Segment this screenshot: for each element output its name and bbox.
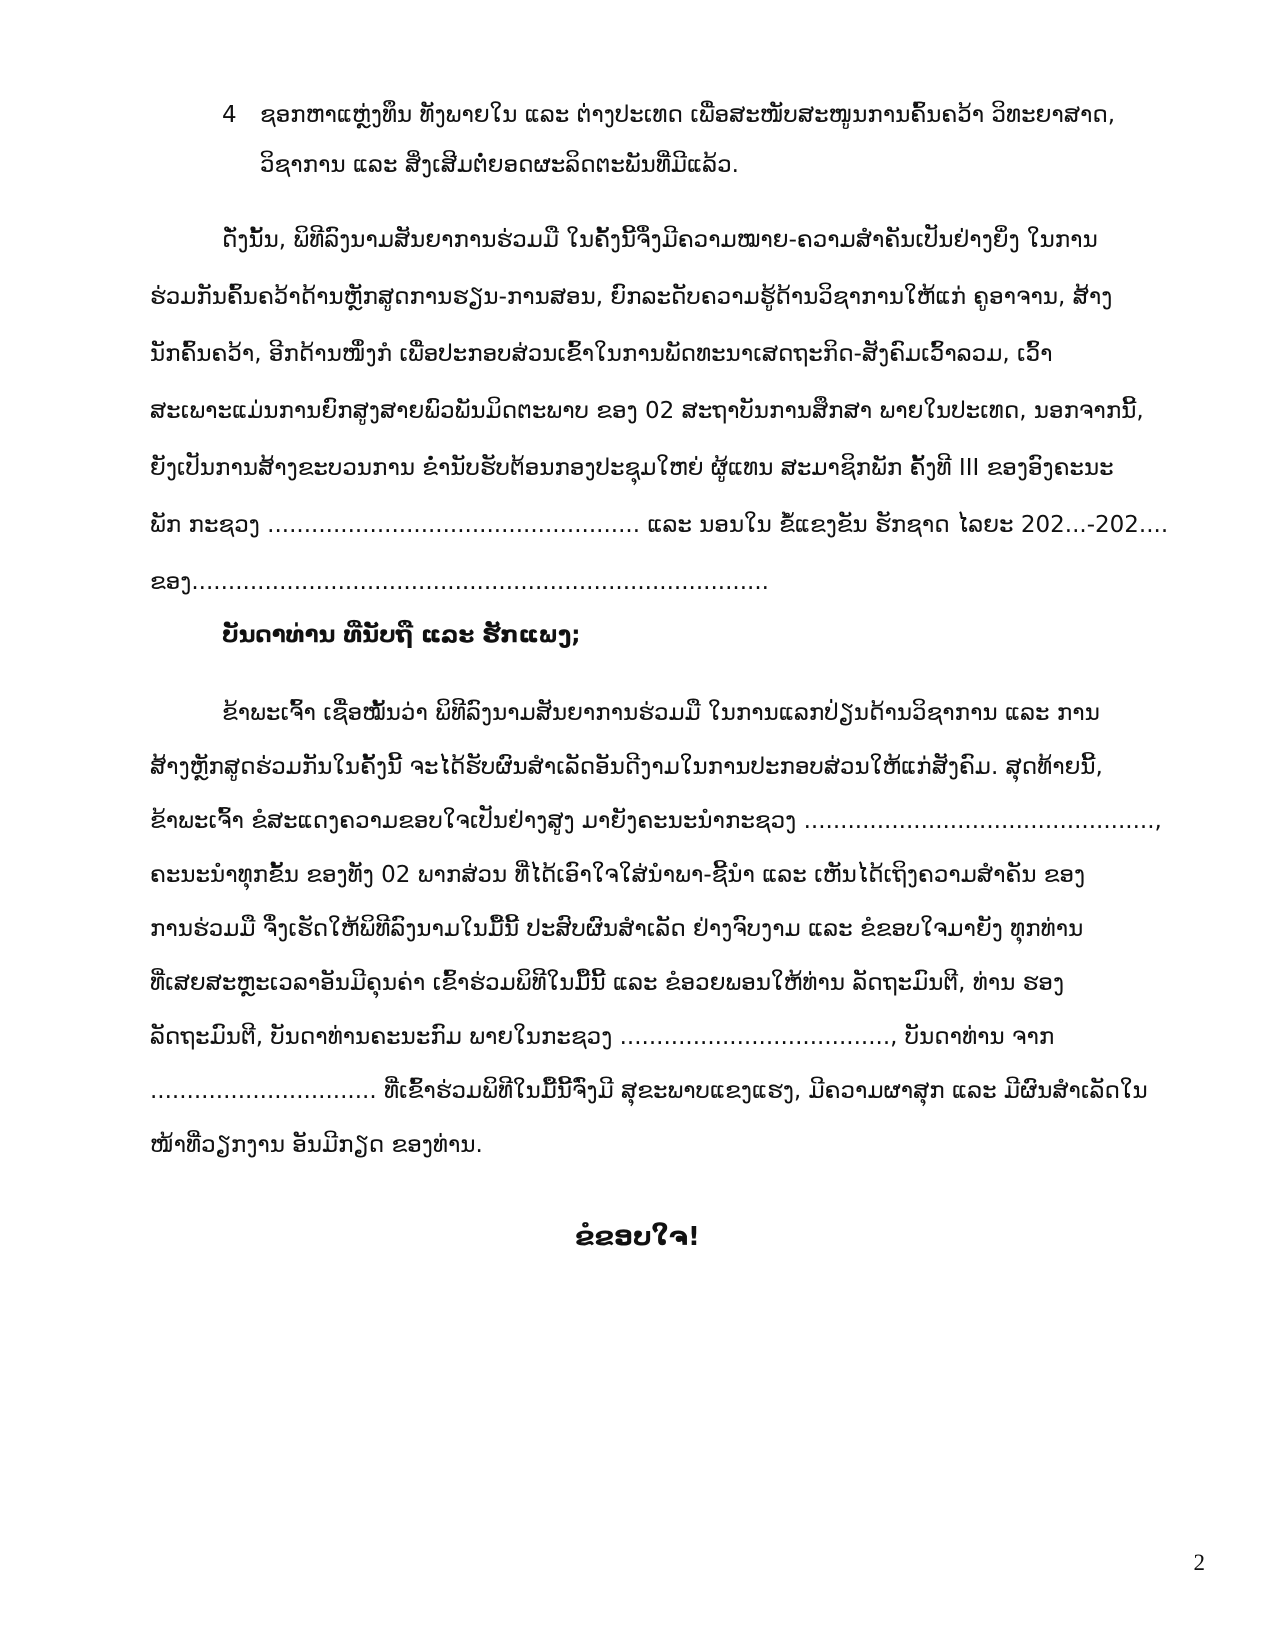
page-number: 2 [1193, 1550, 1205, 1575]
salutation-heading: ບັນດາທ່ານ ທີ່ນັບຖື ແລະ ຮັກແພງ; [222, 622, 581, 648]
paragraph-line: ທີ່ເສຍສະຫຼະເວລາອັນມີຄຸນຄ່າ ເຂົ້າຮ່ວມພິທີໃນມື້ນີ້ ແລະ ຂໍອວຍພອນໃຫ້ທ່ານ ລັດຖະມົນຕີ, ທ່ານ ຮອງ [150, 970, 1065, 996]
closing-thanks: ຂໍຂອບໃຈ! [575, 1222, 700, 1252]
paragraph-line: ດັ່ງນັ້ນ, ພິທີລົງນາມສັນຍາການຮ່ວມມື ໃນຄັ້ງນີ້ຈຶ່ງມີຄວາມໝາຍ-ຄວາມສໍາຄັນເປັນຢ່າງຍິ່ງ ໃນການ [222, 227, 1098, 253]
paragraph-line: ຮ່ວມກັນຄົ້ນຄວ້າດ້ານຫຼັກສູດການຮຽນ-ການສອນ, ຍົກລະດັບຄວາມຮູ້ດ້ານວິຊາການໃຫ້ແກ່ ຄູອາຈານ, ສ້າງ [150, 284, 1113, 310]
paragraph-line: ຍັງເປັນການສ້າງຂະບວນການ ຂໍ່ານັບຮັບຕ້ອນກອງປະຊຸມໃຫຍ່ ຜູ້ແທນ ສະມາຊິກພັກ ຄັ້ງທີ III ຂອງອົງຄະນະ [150, 455, 1114, 481]
body-paragraph-2 [150, 686, 1210, 1172]
list-item-line: ຊອກຫາແຫຼ່ງທຶນ ທັງພາຍໃນ ແລະ ຕ່າງປະເທດ ເພື່ອສະໜັບສະໜູນການຄົ້ນຄວ້າ ວິທະຍາສາດ, [260, 102, 1116, 128]
numbered-list-item [222, 90, 1212, 190]
body-paragraph-1 [150, 212, 1210, 611]
paragraph-line: ນັກຄົ້ນຄວ້າ, ອີກດ້ານໜຶ່ງກໍ ເພື່ອປະກອບສ່ວນເຂົ້າໃນການພັດທະນາເສດຖະກິດ-ສັງຄົມເວົ້າລວມ, ເວົ້າ [150, 341, 1053, 367]
paragraph-line: ຂອງ............................................................................... [150, 569, 769, 595]
paragraph-line: ໜ້າທີ່ວຽກງານ ອັນມີກຽດ ຂອງທ່ານ. [150, 1132, 483, 1158]
paragraph-line: ຂ້າພະເຈົ້າ ຂໍສະແດງຄວາມຂອບໃຈເປັນຢ່າງສູງ ມາຍັງຄະນະນໍາກະຊວງ ................................................, [150, 808, 1162, 834]
list-item-line: ວິຊາການ ແລະ ສິ່ງເສີມຕໍ່ຍອດຜະລິດຕະພັນທີ່ມີແລ້ວ. [260, 152, 739, 178]
list-item-number: 4 [222, 102, 237, 128]
paragraph-line: ການຮ່ວມມື ຈຶ່ງເຮັດໃຫ້ພິທີລົງນາມໃນມື້ນີ້ ປະສົບຜົນສໍາເລັດ ຢ່າງຈົບງາມ ແລະ ຂໍຂອບໃຈມາຍັງ ທຸກທ່ານ [150, 916, 1084, 942]
paragraph-line: ............................... ທີ່ເຂົ້າຮ່ວມພິທີໃນມື້ນີ້ຈົ່ງມີ ສຸຂະພາບແຂງແຮງ, ມີຄວາມຜາສຸກ ແລະ ມີຜົນສໍາເລັດໃນ [150, 1078, 1148, 1104]
paragraph-line: ສ້າງຫຼັກສູດຮ່ວມກັນໃນຄັ້ງນີ້ ຈະໄດ້ຮັບຜົນສໍາເລັດອັນດີງາມໃນການປະກອບສ່ວນໃຫ້ແກ່ສັງຄົມ. ສຸດທ້າຍນີ້, [150, 754, 1103, 780]
paragraph-line: ລັດຖະມົນຕີ, ບັນດາທ່ານຄະນະກົມ ພາຍໃນກະຊວງ ....................................., ບັນດາທ່ານ ຈາກ [150, 1024, 1055, 1050]
paragraph-line: ພັກ ກະຊວງ ................................................... ແລະ ນອນໃນ ຂໍ້ແຂງຂັນ ຮັກຊາດ ໄລຍະ 202...-202.... [150, 512, 1169, 538]
paragraph-line: ສະເພາະແມ່ນການຍົກສູງສາຍພົວພັນມິດຕະພາບ ຂອງ 02 ສະຖາບັນການສຶກສາ ພາຍໃນປະເທດ, ນອກຈາກນີ້, [150, 398, 1144, 424]
paragraph-line: ຄະນະນໍາທຸກຂັ້ນ ຂອງທັງ 02 ພາກສ່ວນ ທີ່ໄດ້ເອົາໃຈໃສ່ນໍາພາ-ຊີ້ນໍາ ແລະ ເຫັນໄດ້ເຖິງຄວາມສໍາຄັນ ຂອງ [150, 862, 1086, 888]
paragraph-line: ຂ້າພະເຈົ້າ ເຊື່ອໝັ້ນວ່າ ພິທີລົງນາມສັນຍາການຮ່ວມມື ໃນການແລກປ່ຽນດ້ານວິຊາການ ແລະ ການ [222, 700, 1100, 726]
